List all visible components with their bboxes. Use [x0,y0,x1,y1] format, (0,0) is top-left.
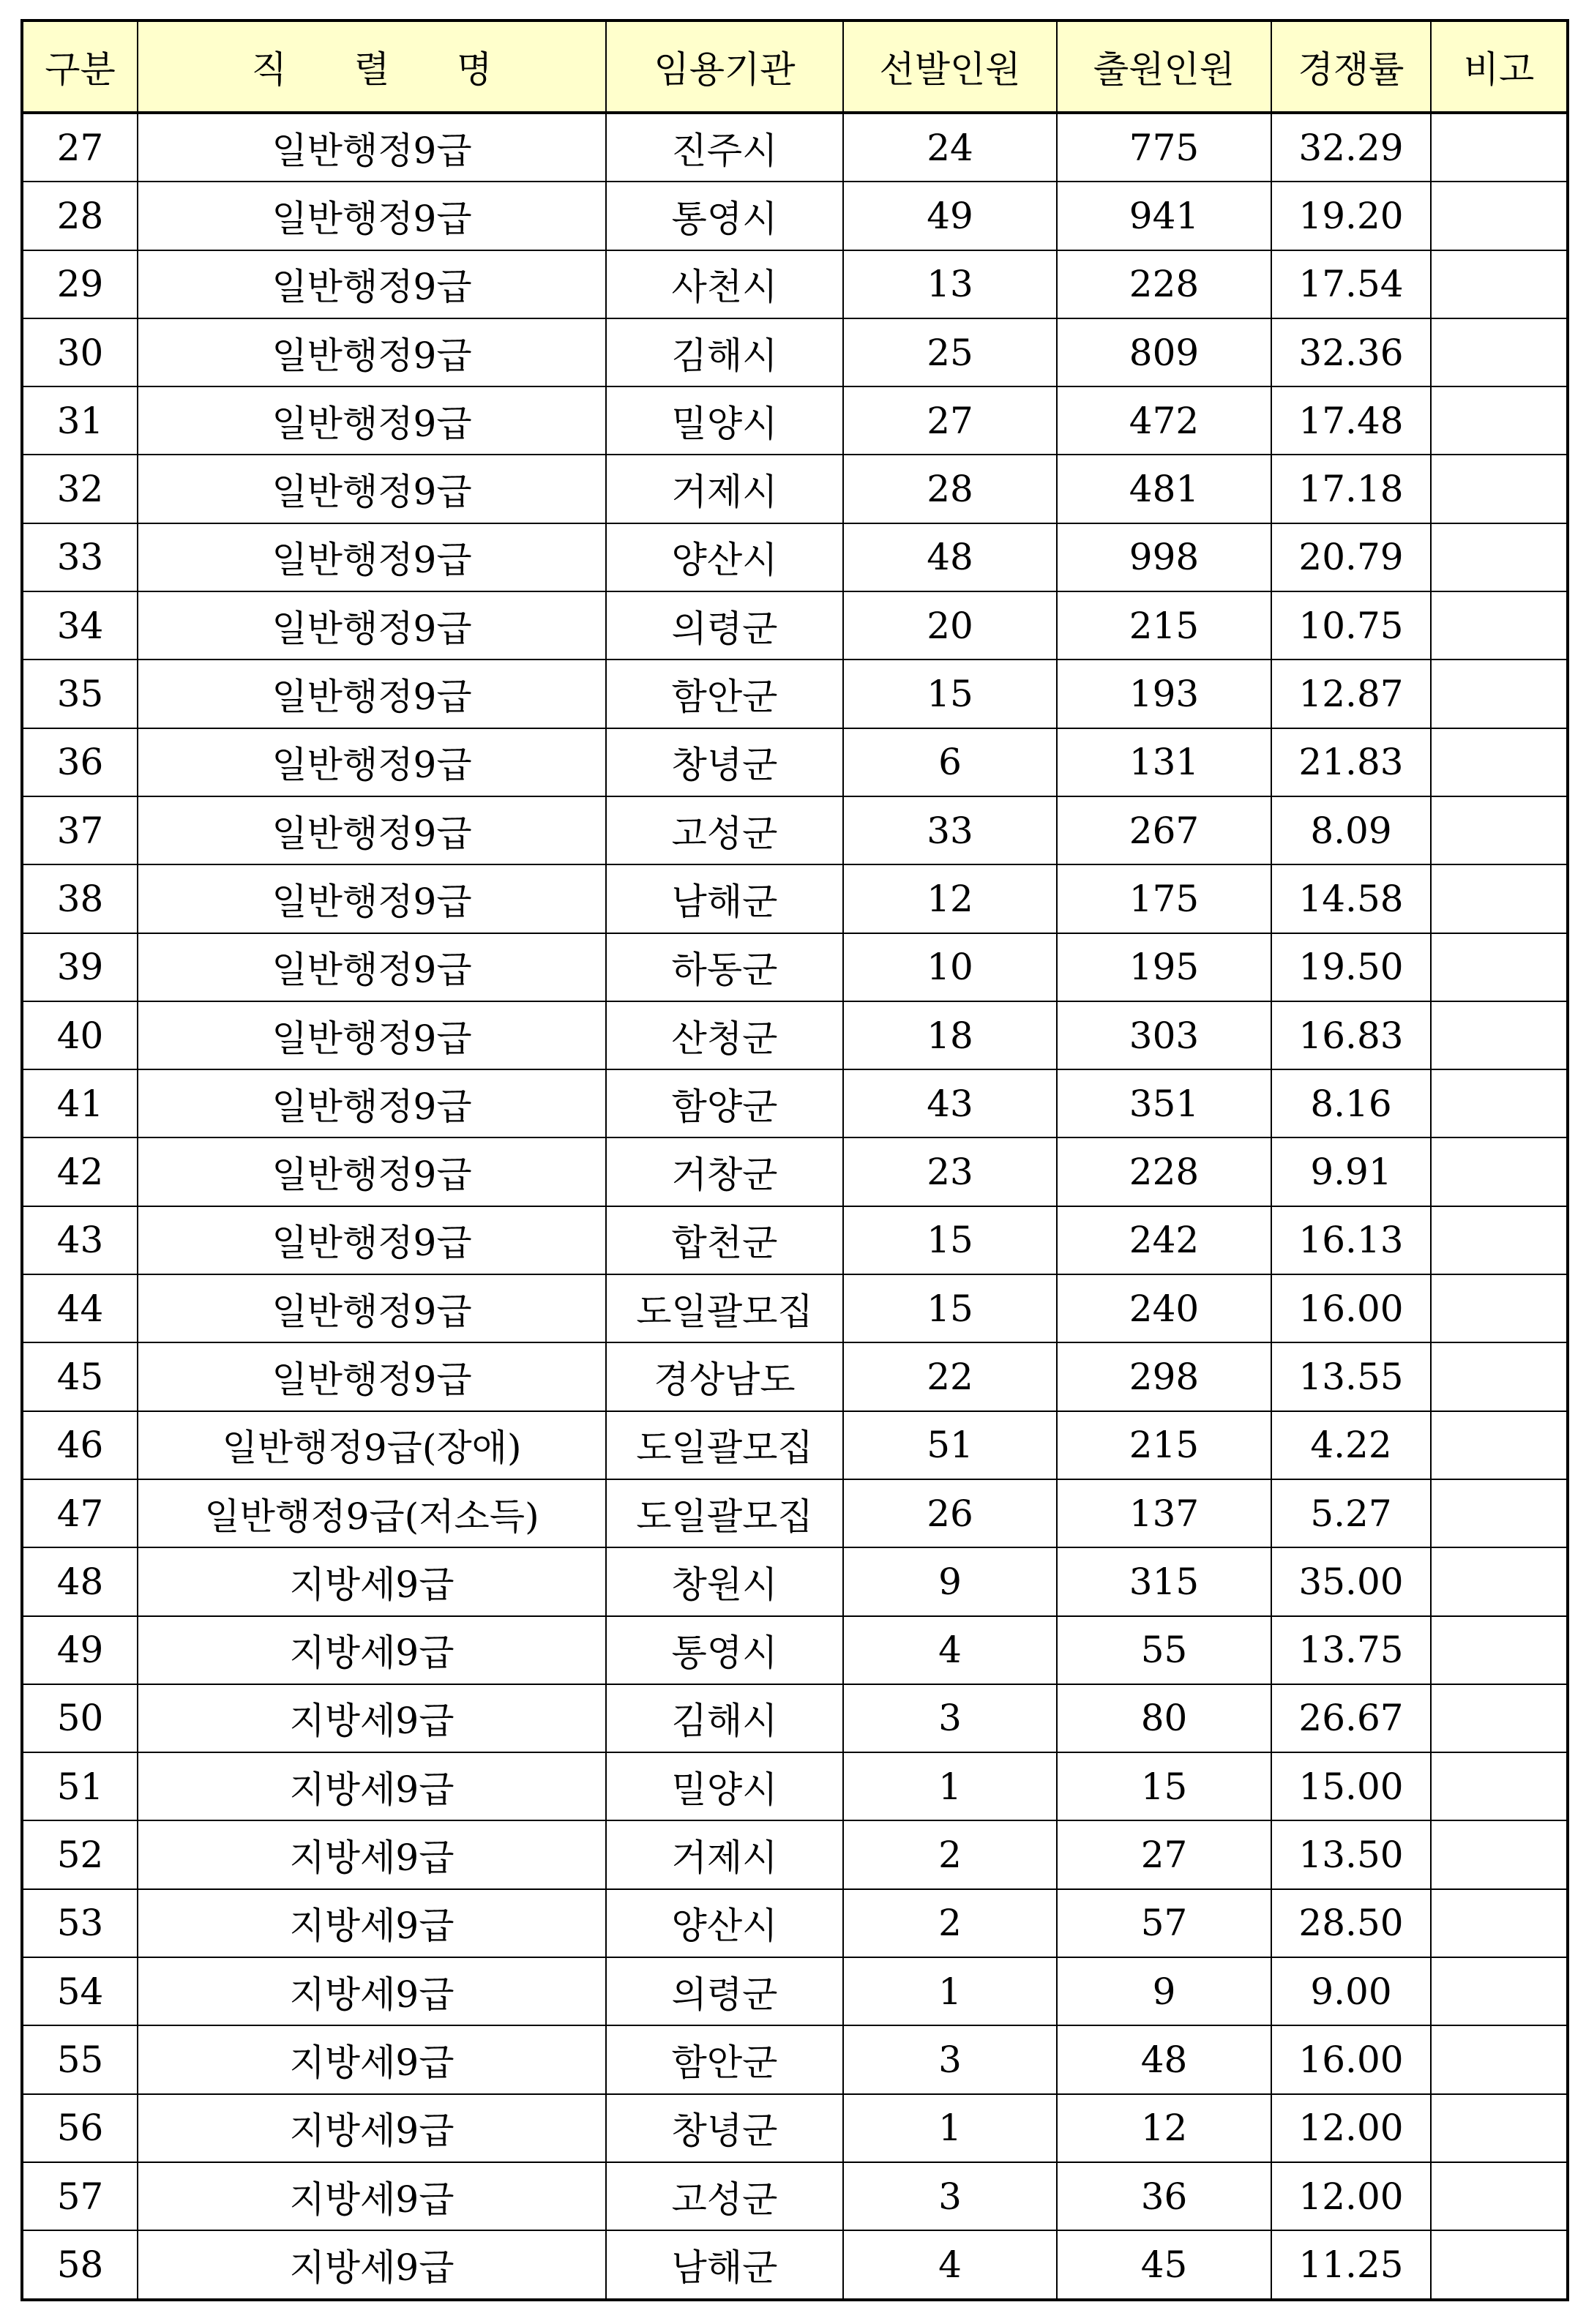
table-row [22,728,1568,796]
header-org: 임용기관 [606,20,843,113]
cell-selected: 23 [843,1137,1057,1206]
cell-job: 일반행정9급 [138,318,606,386]
cell-org: 남해군 [606,2230,843,2299]
cell-note [1431,182,1568,250]
cell-ratio: 14.58 [1271,864,1431,933]
cell-selected: 27 [843,386,1057,455]
cell-note [1431,1820,1568,1888]
cell-job: 일반행정9급 [138,455,606,523]
cell-note [1431,386,1568,455]
table-row [22,1206,1568,1274]
header-selected: 선발인원 [843,20,1057,113]
cell-org: 거제시 [606,455,843,523]
cell-note [1431,1137,1568,1206]
cell-no: 52 [22,1820,138,1888]
cell-note [1431,1752,1568,1820]
cell-no: 36 [22,728,138,796]
cell-applicants: 303 [1057,1001,1271,1069]
cell-job: 일반행정9급 [138,1137,606,1206]
cell-org: 양산시 [606,523,843,591]
cell-no: 49 [22,1616,138,1684]
cell-note [1431,455,1568,523]
cell-selected: 49 [843,182,1057,250]
cell-job: 일반행정9급 [138,933,606,1001]
table-row [22,2094,1568,2162]
cell-job: 일반행정9급 [138,1274,606,1342]
cell-applicants: 48 [1057,2025,1271,2093]
cell-ratio: 8.09 [1271,796,1431,864]
cell-job: 일반행정9급(저소득) [138,1479,606,1547]
cell-no: 56 [22,2094,138,2162]
table-row [22,1479,1568,1547]
cell-no: 44 [22,1274,138,1342]
table-row [22,933,1568,1001]
cell-job: 일반행정9급 [138,113,606,182]
header-note: 비고 [1431,20,1568,113]
cell-job: 지방세9급 [138,1957,606,2025]
cell-note [1431,1069,1568,1137]
table-row [22,2230,1568,2299]
cell-selected: 4 [843,1616,1057,1684]
cell-ratio: 21.83 [1271,728,1431,796]
cell-applicants: 15 [1057,1752,1271,1820]
cell-org: 함안군 [606,660,843,728]
cell-selected: 1 [843,1957,1057,2025]
cell-note [1431,1411,1568,1479]
cell-no: 30 [22,318,138,386]
cell-job: 지방세9급 [138,1616,606,1684]
cell-selected: 2 [843,1820,1057,1888]
cell-selected: 2 [843,1889,1057,1957]
cell-note [1431,523,1568,591]
cell-selected: 6 [843,728,1057,796]
table-row [22,1137,1568,1206]
cell-no: 42 [22,1137,138,1206]
header-row [22,20,1568,113]
cell-no: 35 [22,660,138,728]
cell-note [1431,2025,1568,2093]
cell-applicants: 298 [1057,1342,1271,1411]
cell-selected: 1 [843,1752,1057,1820]
cell-no: 46 [22,1411,138,1479]
header-ratio: 경쟁률 [1271,20,1431,113]
cell-org: 밀양시 [606,386,843,455]
cell-ratio: 35.00 [1271,1547,1431,1615]
cell-job: 지방세9급 [138,1752,606,1820]
cell-applicants: 80 [1057,1684,1271,1752]
cell-applicants: 267 [1057,796,1271,864]
cell-no: 48 [22,1547,138,1615]
cell-note [1431,1957,1568,2025]
cell-applicants: 481 [1057,455,1271,523]
table-row [22,1889,1568,1957]
cell-no: 47 [22,1479,138,1547]
cell-org: 사천시 [606,250,843,318]
cell-ratio: 4.22 [1271,1411,1431,1479]
cell-applicants: 215 [1057,1411,1271,1479]
cell-ratio: 15.00 [1271,1752,1431,1820]
cell-ratio: 32.29 [1271,113,1431,182]
cell-org: 함양군 [606,1069,843,1137]
cell-note [1431,2162,1568,2230]
cell-applicants: 193 [1057,660,1271,728]
cell-ratio: 17.18 [1271,455,1431,523]
table-row [22,113,1568,182]
cell-org: 진주시 [606,113,843,182]
cell-org: 양산시 [606,1889,843,1957]
cell-org: 의령군 [606,1957,843,2025]
cell-applicants: 228 [1057,250,1271,318]
cell-no: 32 [22,455,138,523]
cell-no: 27 [22,113,138,182]
cell-org: 산청군 [606,1001,843,1069]
cell-ratio: 16.00 [1271,1274,1431,1342]
cell-ratio: 32.36 [1271,318,1431,386]
cell-job: 일반행정9급 [138,1069,606,1137]
cell-note [1431,933,1568,1001]
table-row [22,591,1568,660]
cell-ratio: 19.50 [1271,933,1431,1001]
cell-selected: 13 [843,250,1057,318]
cell-selected: 48 [843,523,1057,591]
cell-org: 거창군 [606,1137,843,1206]
table-row [22,1411,1568,1479]
cell-applicants: 55 [1057,1616,1271,1684]
cell-ratio: 28.50 [1271,1889,1431,1957]
cell-applicants: 12 [1057,2094,1271,2162]
cell-org: 도일괄모집 [606,1411,843,1479]
cell-selected: 12 [843,864,1057,933]
cell-selected: 15 [843,1274,1057,1342]
cell-note [1431,1616,1568,1684]
cell-applicants: 998 [1057,523,1271,591]
cell-ratio: 16.13 [1271,1206,1431,1274]
cell-no: 39 [22,933,138,1001]
cell-applicants: 809 [1057,318,1271,386]
cell-no: 37 [22,796,138,864]
cell-selected: 10 [843,933,1057,1001]
cell-note [1431,1547,1568,1615]
cell-note [1431,1342,1568,1411]
cell-note [1431,591,1568,660]
cell-job: 지방세9급 [138,1684,606,1752]
cell-applicants: 27 [1057,1820,1271,1888]
cell-note [1431,864,1568,933]
cell-applicants: 36 [1057,2162,1271,2230]
cell-org: 김해시 [606,1684,843,1752]
cell-selected: 26 [843,1479,1057,1547]
cell-no: 51 [22,1752,138,1820]
cell-no: 55 [22,2025,138,2093]
table-row [22,1684,1568,1752]
cell-selected: 3 [843,1684,1057,1752]
cell-no: 53 [22,1889,138,1957]
cell-job: 지방세9급 [138,1547,606,1615]
cell-ratio: 16.83 [1271,1001,1431,1069]
cell-applicants: 45 [1057,2230,1271,2299]
cell-note [1431,318,1568,386]
cell-org: 의령군 [606,591,843,660]
cell-no: 41 [22,1069,138,1137]
cell-note [1431,2230,1568,2299]
cell-selected: 15 [843,1206,1057,1274]
cell-org: 하동군 [606,933,843,1001]
table-row [22,2162,1568,2230]
cell-ratio: 13.50 [1271,1820,1431,1888]
cell-job: 일반행정9급 [138,1001,606,1069]
cell-selected: 28 [843,455,1057,523]
cell-note [1431,1001,1568,1069]
table-row [22,2025,1568,2093]
table-body [22,113,1568,2300]
cell-note [1431,1274,1568,1342]
cell-applicants: 131 [1057,728,1271,796]
cell-ratio: 5.27 [1271,1479,1431,1547]
cell-job: 일반행정9급 [138,796,606,864]
cell-job: 일반행정9급 [138,1206,606,1274]
cell-no: 45 [22,1342,138,1411]
table-row [22,1547,1568,1615]
cell-note [1431,1684,1568,1752]
cell-note [1431,728,1568,796]
cell-job: 지방세9급 [138,2094,606,2162]
cell-org: 밀양시 [606,1752,843,1820]
table-row [22,1001,1568,1069]
cell-job: 일반행정9급 [138,1342,606,1411]
cell-org: 창원시 [606,1547,843,1615]
header-applicants: 출원인원 [1057,20,1271,113]
cell-applicants: 9 [1057,1957,1271,2025]
recruitment-table [20,19,1569,2301]
cell-selected: 1 [843,2094,1057,2162]
cell-org: 합천군 [606,1206,843,1274]
cell-job: 일반행정9급 [138,591,606,660]
cell-ratio: 17.48 [1271,386,1431,455]
cell-selected: 33 [843,796,1057,864]
cell-no: 43 [22,1206,138,1274]
table-row [22,386,1568,455]
cell-no: 29 [22,250,138,318]
cell-ratio: 9.00 [1271,1957,1431,2025]
table-row [22,1957,1568,2025]
cell-applicants: 215 [1057,591,1271,660]
cell-applicants: 351 [1057,1069,1271,1137]
table-row [22,1616,1568,1684]
cell-org: 남해군 [606,864,843,933]
cell-selected: 20 [843,591,1057,660]
cell-org: 함안군 [606,2025,843,2093]
cell-no: 33 [22,523,138,591]
cell-job: 지방세9급 [138,1889,606,1957]
cell-no: 50 [22,1684,138,1752]
cell-job: 일반행정9급 [138,386,606,455]
cell-note [1431,796,1568,864]
cell-note [1431,1889,1568,1957]
cell-ratio: 26.67 [1271,1684,1431,1752]
cell-job: 일반행정9급 [138,523,606,591]
cell-ratio: 19.20 [1271,182,1431,250]
cell-org: 고성군 [606,796,843,864]
cell-applicants: 240 [1057,1274,1271,1342]
cell-org: 거제시 [606,1820,843,1888]
cell-applicants: 175 [1057,864,1271,933]
cell-org: 김해시 [606,318,843,386]
cell-ratio: 13.75 [1271,1616,1431,1684]
cell-no: 58 [22,2230,138,2299]
cell-applicants: 57 [1057,1889,1271,1957]
cell-selected: 3 [843,2162,1057,2230]
cell-no: 38 [22,864,138,933]
cell-applicants: 242 [1057,1206,1271,1274]
cell-ratio: 17.54 [1271,250,1431,318]
table-row [22,864,1568,933]
cell-selected: 51 [843,1411,1057,1479]
cell-selected: 9 [843,1547,1057,1615]
cell-org: 창녕군 [606,728,843,796]
table-row [22,1274,1568,1342]
cell-job: 지방세9급 [138,2230,606,2299]
cell-no: 28 [22,182,138,250]
table-row [22,1069,1568,1137]
header-job: 직 렬 명 [138,20,606,113]
cell-no: 57 [22,2162,138,2230]
cell-ratio: 10.75 [1271,591,1431,660]
table-row [22,1752,1568,1820]
cell-ratio: 9.91 [1271,1137,1431,1206]
cell-applicants: 137 [1057,1479,1271,1547]
cell-org: 도일괄모집 [606,1479,843,1547]
cell-applicants: 228 [1057,1137,1271,1206]
cell-org: 도일괄모집 [606,1274,843,1342]
cell-job: 일반행정9급 [138,864,606,933]
cell-note [1431,1479,1568,1547]
cell-job: 일반행정9급(장애) [138,1411,606,1479]
cell-selected: 15 [843,660,1057,728]
cell-note [1431,113,1568,182]
table-row [22,523,1568,591]
cell-applicants: 472 [1057,386,1271,455]
cell-job: 일반행정9급 [138,250,606,318]
cell-ratio: 12.00 [1271,2162,1431,2230]
table-row [22,182,1568,250]
cell-note [1431,250,1568,318]
table-row [22,796,1568,864]
header-no: 구분 [22,20,138,113]
cell-note [1431,660,1568,728]
cell-applicants: 315 [1057,1547,1271,1615]
cell-ratio: 12.87 [1271,660,1431,728]
cell-no: 31 [22,386,138,455]
cell-org: 경상남도 [606,1342,843,1411]
cell-no: 40 [22,1001,138,1069]
cell-job: 지방세9급 [138,1820,606,1888]
cell-ratio: 12.00 [1271,2094,1431,2162]
table-row [22,1820,1568,1888]
cell-ratio: 13.55 [1271,1342,1431,1411]
cell-selected: 43 [843,1069,1057,1137]
cell-note [1431,1206,1568,1274]
cell-note [1431,2094,1568,2162]
table-row [22,318,1568,386]
table-header [22,20,1568,113]
cell-selected: 3 [843,2025,1057,2093]
table-row [22,1342,1568,1411]
cell-no: 54 [22,1957,138,2025]
table-row [22,455,1568,523]
cell-applicants: 775 [1057,113,1271,182]
cell-job: 일반행정9급 [138,728,606,796]
cell-ratio: 8.16 [1271,1069,1431,1137]
cell-job: 지방세9급 [138,2162,606,2230]
cell-selected: 22 [843,1342,1057,1411]
cell-org: 통영시 [606,182,843,250]
cell-applicants: 941 [1057,182,1271,250]
table-row [22,250,1568,318]
cell-no: 34 [22,591,138,660]
cell-selected: 18 [843,1001,1057,1069]
cell-ratio: 11.25 [1271,2230,1431,2299]
cell-ratio: 20.79 [1271,523,1431,591]
cell-selected: 25 [843,318,1057,386]
cell-org: 통영시 [606,1616,843,1684]
cell-job: 지방세9급 [138,2025,606,2093]
cell-applicants: 195 [1057,933,1271,1001]
cell-org: 창녕군 [606,2094,843,2162]
cell-selected: 4 [843,2230,1057,2299]
cell-job: 일반행정9급 [138,660,606,728]
cell-selected: 24 [843,113,1057,182]
cell-org: 고성군 [606,2162,843,2230]
table-row [22,660,1568,728]
cell-job: 일반행정9급 [138,182,606,250]
cell-ratio: 16.00 [1271,2025,1431,2093]
